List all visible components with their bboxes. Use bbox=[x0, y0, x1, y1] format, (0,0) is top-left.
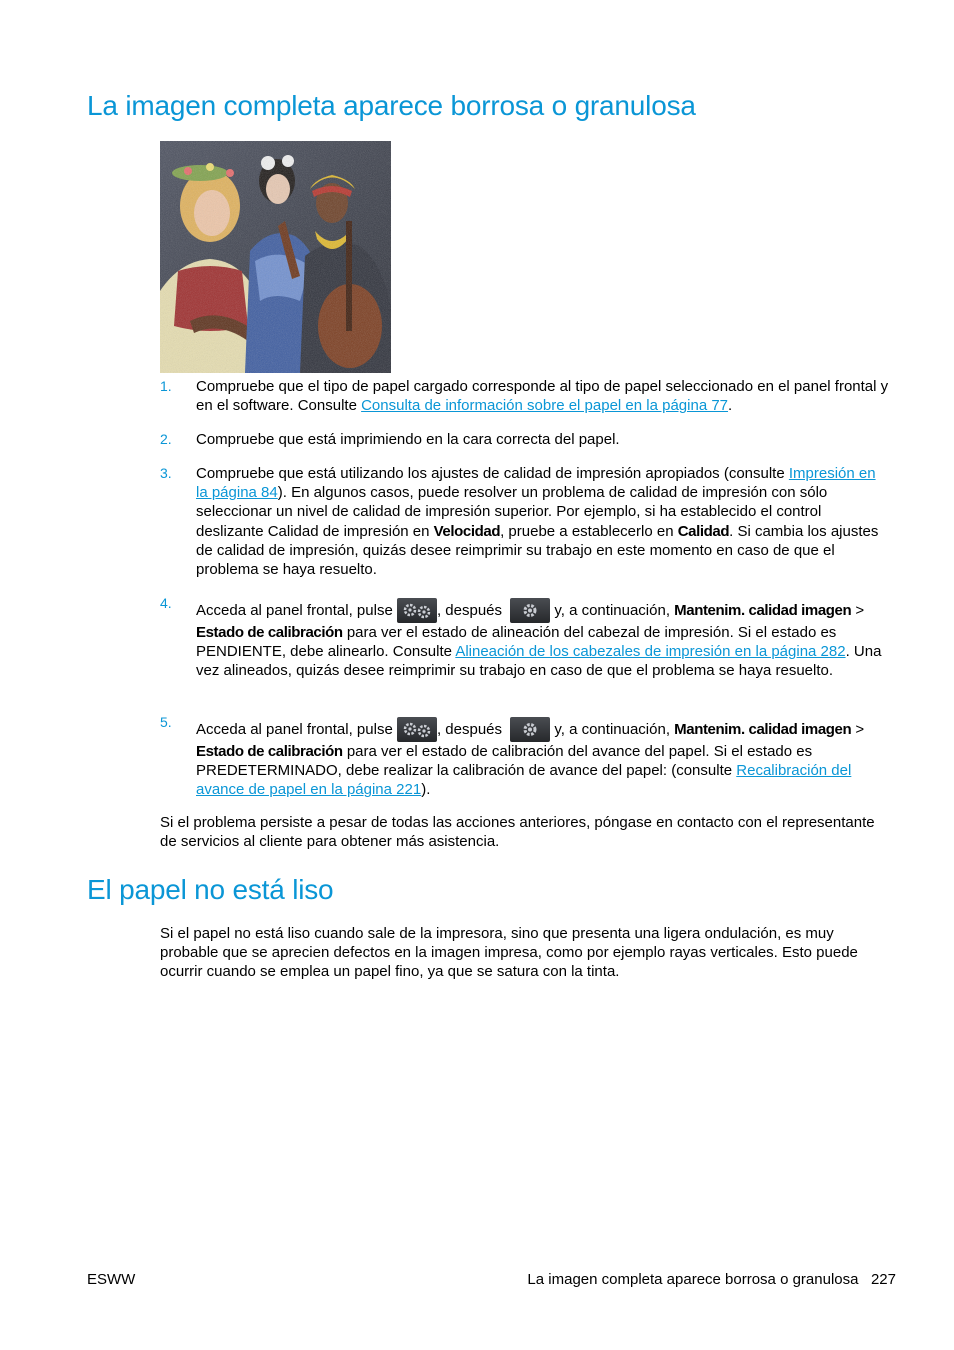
text-segment: para ver el estado de alineación del cabezal de impresión. Si el estado es PENDIENTE, debe alinearlo. Consulte bbox=[196, 624, 837, 661]
ui-term-calibration-status: Estado de calibración bbox=[196, 743, 343, 760]
link-paper-info[interactable]: Consulta de información sobre el papel en la página 77 bbox=[361, 397, 729, 415]
link-printhead-alignment[interactable]: Alineación de los cabezales de impresión en la página 282 bbox=[455, 643, 846, 661]
paragraph-contact-support: Si el problema persiste a pesar de todas las acciones anteriores, póngase en contacto con el representante de servicios al cliente para obtener más asistencia. bbox=[160, 814, 875, 851]
list-number: 2. bbox=[160, 431, 172, 447]
text-segment: . Si cambia los ajustes de calidad de impresión, quizás desee reimprimir su trabajo en este momento en caso de que el problema se haya resuelto. bbox=[196, 522, 879, 579]
gear-button bbox=[510, 717, 550, 742]
list-number: 4. bbox=[160, 595, 172, 611]
list-number: 1. bbox=[160, 378, 172, 394]
settings-tools-icon bbox=[397, 598, 437, 623]
list-number: 5. bbox=[160, 714, 172, 730]
text-segment: , pruebe a establecerlo en bbox=[500, 522, 678, 540]
list-text bbox=[196, 598, 890, 681]
gear-icon bbox=[510, 717, 550, 742]
section-title-blurry-image: La imagen completa aparece borrosa o granulosa bbox=[87, 90, 696, 121]
ui-term-velocidad: Velocidad bbox=[433, 522, 501, 540]
ui-term-image-quality: Mantenim. calidad imagen bbox=[674, 602, 852, 619]
settings-tools-button bbox=[397, 598, 437, 623]
list-text bbox=[196, 377, 890, 415]
text-segment: > bbox=[851, 602, 865, 619]
ui-term-calibration-status: Estado de calibración bbox=[196, 624, 343, 641]
gear-icon bbox=[510, 598, 550, 623]
text-segment: y, a continuación, bbox=[550, 602, 675, 619]
text-segment: > bbox=[851, 721, 865, 738]
footer-left: ESWW bbox=[87, 1271, 136, 1288]
link-printing[interactable]: Impresión en la página 84 bbox=[196, 465, 876, 502]
text-segment: , después bbox=[436, 721, 507, 738]
list-text bbox=[196, 464, 890, 579]
list-text bbox=[196, 430, 890, 449]
text-segment: y, a continuación, bbox=[550, 721, 675, 738]
link-paper-advance-recalibration[interactable]: Recalibración del avance de papel en la página 221 bbox=[196, 762, 852, 799]
text-segment: . Una vez alineados, quizás desee reimprimir su trabajo en caso de que el problema se haya resuelto. bbox=[196, 643, 882, 680]
text-segment: . bbox=[728, 397, 733, 415]
text-segment: ). En algunos casos, puede resolver un problema de calidad de impresión con sólo seleccionar un nivel de calidad de impresión superior. Por ejemplo, si ha establecido el control deslizante Calidad de impresión en bbox=[196, 484, 828, 540]
text-segment: Acceda al panel frontal, pulse bbox=[196, 602, 397, 619]
list-text bbox=[196, 717, 890, 800]
text-segment: para ver el estado de calibración del avance del papel. Si el estado es PREDETERMINADO, debe realizar la calibración de avance del papel: (consulte bbox=[196, 743, 813, 780]
grainy-photo-illustration bbox=[160, 141, 391, 373]
text-segment: Acceda al panel frontal, pulse bbox=[196, 721, 397, 738]
section-title-paper-not-flat: El papel no está liso bbox=[87, 874, 334, 905]
sample-grainy-photo bbox=[160, 141, 391, 373]
settings-tools-button bbox=[397, 717, 437, 742]
settings-tools-icon bbox=[397, 717, 437, 742]
paragraph-paper-not-flat: Si el papel no está liso cuando sale de la impresora, sino que presenta una ligera ondulación, es muy probable que se aprecien defectos en la imagen impresa, como por ejemplo rayas verticales. Esto puede ocurrir cuando se emplea un papel fino, ya que se satura con la tinta. bbox=[160, 925, 858, 981]
text-segment: ). bbox=[421, 781, 431, 799]
list-number: 3. bbox=[160, 465, 172, 481]
gear-button bbox=[510, 598, 550, 623]
text-segment: Compruebe que el tipo de papel cargado corresponde al tipo de papel seleccionado en el panel frontal y en el software. Consulte bbox=[196, 378, 889, 415]
ui-term-calidad: Calidad bbox=[677, 522, 730, 540]
text-segment: Compruebe que está utilizando los ajustes de calidad de impresión apropiados (consulte bbox=[196, 465, 789, 482]
footer-right: La imagen completa aparece borrosa o granulosa 227 bbox=[527, 1271, 896, 1288]
text-segment: , después bbox=[436, 602, 507, 619]
text-segment: Compruebe que está imprimiendo en la cara correcta del papel. bbox=[196, 431, 620, 448]
ui-term-image-quality: Mantenim. calidad imagen bbox=[674, 721, 852, 738]
